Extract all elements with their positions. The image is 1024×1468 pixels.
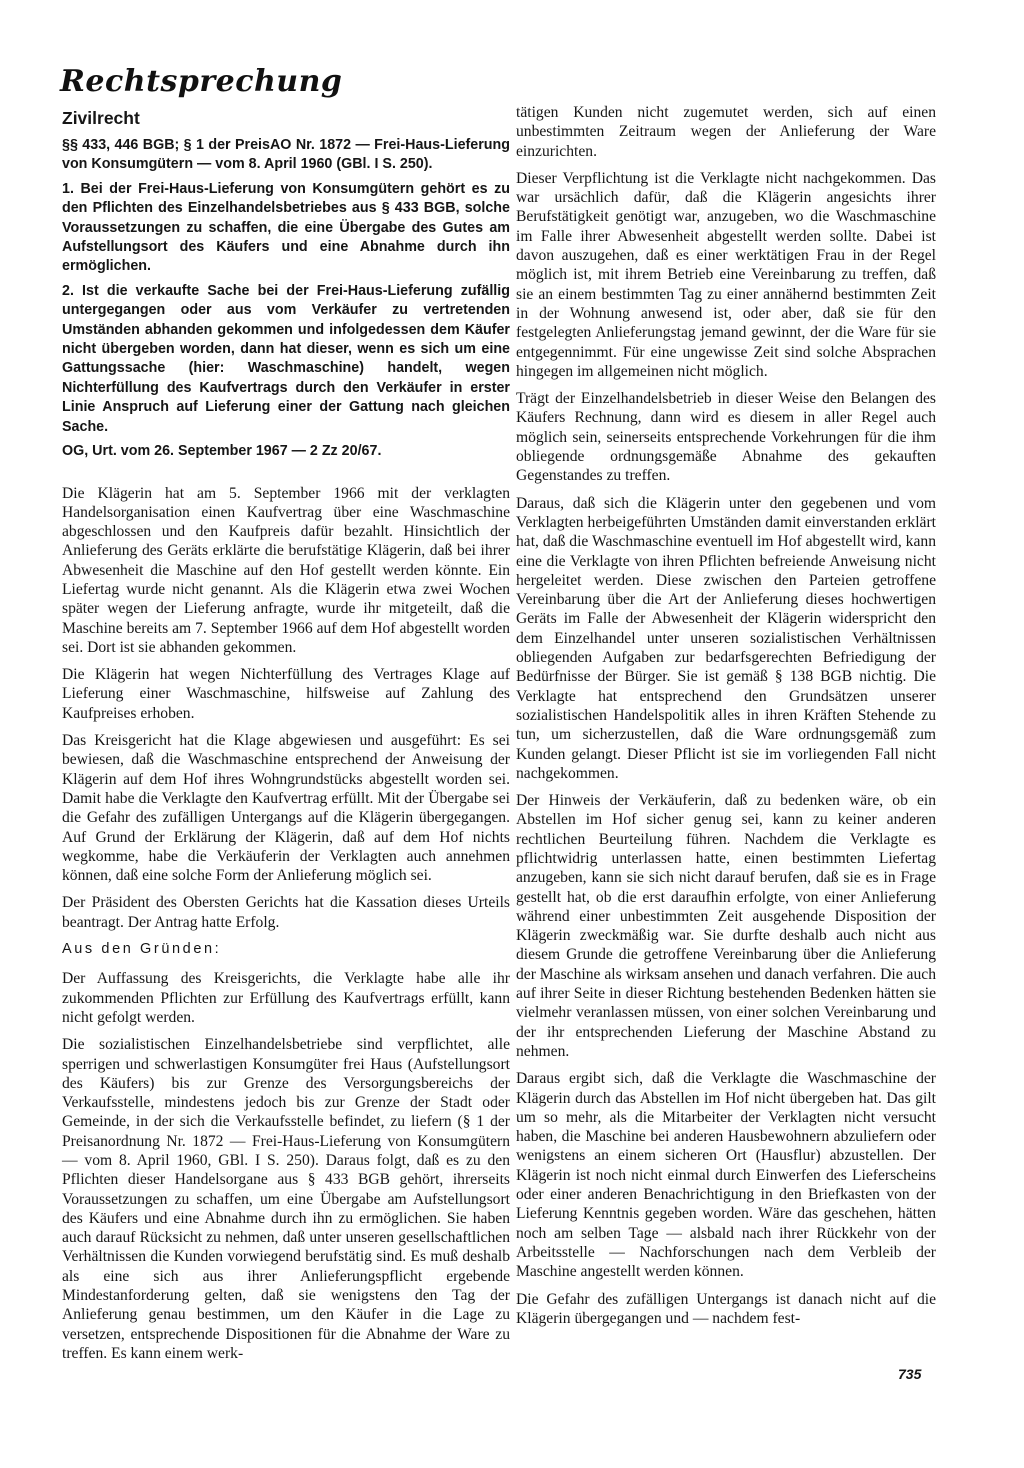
- section-title: Rechtsprechung: [60, 64, 343, 99]
- paragraph: Daraus ergibt sich, daß die Verklagte die Waschmaschine der Klägerin durch das Abstellen im Hof nicht übergeben hat. Das gilt um so mehr, als die Mitarbeiter der Verklagten nicht versucht haben, die Maschine bei anderen Hausbewohnern abzuliefern oder wenigstens an einem sicheren Ort (Hausflur) abzustellen. Der Klägerin ist noch nicht einmal durch Einwerfen des Lieferscheins oder einer anderen Benachrichtigung in den Briefkasten von der Lieferung Kenntnis gegeben worden. Wäre das geschehen, hätten noch am selben Tage — alsbald nach ihrer Rückkehr von der Arbeitsstelle — Nachforschungen nach dem Verbleib der Maschine angestellt werden können.: [516, 1070, 936, 1281]
- headnote-1: 1. Bei der Frei-Haus-Lieferung von Konsumgütern gehört es zu den Pflichten des Einzelhandelsbetriebes aus § 433 BGB, solche Voraussetzungen zu schaffen, die eine Übergabe des Gutes am Aufstellungsort des Käufers und eine Abnahme durch ihn ermöglichen.: [62, 180, 510, 275]
- statute-reference: §§ 433, 446 BGB; § 1 der PreisAO Nr. 1872 — Frei-Haus-Lieferung von Konsumgütern — vom 8. April 1960 (GBl. I S. 250).: [62, 137, 510, 173]
- paragraph: Die Klägerin hat wegen Nichterfüllung des Vertrages Klage auf Lieferung einer Waschmaschine, hilfsweise auf Zahlung des Kaufpreises erhoben.: [62, 666, 510, 722]
- paragraph: Das Kreisgericht hat die Klage abgewiesen und ausgeführt: Es sei bewiesen, daß die Waschmaschine entsprechend der Anweisung der Klägerin auf dem Hof ihres Wohngrundstücks abgestellt worden sei. Damit habe die Verklagte den Kaufvertrag erfüllt. Mit der Übergabe sei die Gefahr des zufälligen Untergangs auf die Klägerin übergegangen. Auf Grund der Erklärung der Klägerin, daß auf dem Hof nichts wegkomme, habe die Verkäuferin der Verklagten auch annehmen können, daß eine solche Form der Anlieferung möglich sei.: [62, 732, 510, 885]
- paragraph: Der Auffassung des Kreisgerichts, die Verklagte habe alle ihr zukommenden Pflichten zur Erfüllung des Kaufvertrags erfüllt, kann nicht gefolgt werden.: [62, 970, 510, 1026]
- ruling-citation: OG, Urt. vom 26. September 1967 — 2 Zz 20/67.: [62, 443, 382, 460]
- left-column: [62, 106, 510, 1371]
- subsection-heading: Zivilrecht: [62, 108, 140, 128]
- paragraph: Der Präsident des Obersten Gerichts hat die Kassation dieses Urteils beantragt. Der Antrag hatte Erfolg.: [62, 894, 510, 931]
- paragraph: Daraus, daß sich die Klägerin unter den gegebenen und vom Verklagten herbeigeführten Umständen damit einverstanden erklärt hat, daß die Waschmaschine eventuell im Hof abgestellt wird, kann eine die Verklagte von ihren Pflichten befreiende Anweisung nicht hergeleitet werden. Diese zwischen den Parteien getroffene Vereinbarung über die Art der Anlieferung dieses hochwertigen Geräts im Falle der Abwesenheit der Klägerin widerspricht den dem Einzelhandel unter unseren sozialistischen Verhältnissen obliegenden Aufgaben zur bedarfsgerechten Befriedigung der Bedürfnisse der Bürger. Sie ist gemäß § 138 BGB nichtig. Die Verklagte hat entsprechend den Grundsätzen unserer sozialistischen Handelspolitik alles in ihren Kräften Stehende zu tun, um sicherzustellen, daß die Ware ordnungsgemäß zum Kunden gelangt. Dieser Pflicht ist sie im vorliegenden Fall nicht nachgekommen.: [516, 494, 936, 782]
- paragraph: Der Hinweis der Verkäuferin, daß zu bedenken wäre, ob ein Abstellen im Hof sicher genug sei, kann zu keiner anderen rechtlichen Beurteilung führen. Nachdem die Verklagte es pflichtwidrig unterlassen hatte, einen bestimmten Liefertag anzugeben, kann sie sich nicht darauf berufen, daß sie es in Frage gestellt hat, ob die erst daraufhin erfolgte, von einer Anlieferung während einer unbestimmten Zeit ausgehende Disposition der Klägerin zweckmäßig war. Sie durfte deshalb auch nicht aus diesem Grunde die getroffene Vereinbarung über die Anlieferung der Maschine als wirksam ansehen und danach verfahren. Die auch auf ihrer Seite in dieser Richtung bestehenden Bedenken hätten sie vielmehr veranlassen müssen, von einer solchen Vereinbarung und der ihr entsprechenden Lieferung der Maschine Abstand zu nehmen.: [516, 792, 936, 1060]
- paragraph: Trägt der Einzelhandelsbetrieb in dieser Weise den Belangen des Käufers Rechnung, dann wird es diesem in aller Regel auch möglich sein, seinerseits entsprechende Vorkehrungen für die ihm obliegende ordnungsgemäße Abnahme des gekauften Gegenstandes zu treffen.: [516, 390, 936, 485]
- page-number: 735: [898, 1366, 922, 1382]
- grounds-heading: Aus den Gründen:: [62, 941, 222, 958]
- paragraph: Die Klägerin hat am 5. September 1966 mit der verklagten Handelsorganisation einen Kaufvertrag über eine Waschmaschine abgeschlossen und den Kaufpreis dafür bezahlt. Hinsichtlich der Anlieferung des Geräts erklärte die berufstätige Klägerin, daß bei ihrer Abwesenheit die Maschine auf den Hof gestellt werden könnte. Ein Liefertag wurde nicht genannt. Als die Klägerin etwa zwei Wochen später wegen der Lieferung anfragte, wurde ihr mitgeteilt, daß die Maschine bereits am 7. September 1966 auf dem Hof abgestellt worden sei. Dort ist sie abhanden gekommen.: [62, 484, 510, 656]
- paragraph: Die sozialistischen Einzelhandelsbetriebe sind verpflichtet, alle sperrigen und schwerlastigen Konsumgüter frei Haus (Aufstellungsort des Käufers) bis zur Grenze des Versorgungsbereichs der Verkaufsstelle, mindestens jedoch bis zur Grenze der Stadt oder Gemeinde, in der sich die Verkaufsstelle befindet, zu liefern (§ 1 der Preisanordnung Nr. 1872 — Frei-Haus-Lieferung von Konsumgütern — vom 8. April 1960, GBl. I S. 250). Daraus folgt, daß es zu den Pflichten dieser Handelsorgane aus § 433 BGB gehört, ihrerseits Voraussetzungen zu schaffen, um eine Übergabe am Aufstellungsort des Käufers und eine Abnahme durch ihn zu ermöglichen. Sie haben auch darauf Rücksicht zu nehmen, daß unter unseren gesellschaftlichen Verhältnissen die Kunden vorwiegend berufstätig sind. Es muß deshalb als eine sich aus ihrer Anlieferungspflicht ergebende Mindestanforderung gelten, daß sie wenigstens den Tag der Anlieferung genau bestimmen, um den Käufer in die Lage zu versetzen, entsprechende Dispositionen für die Abnahme der Ware zu treffen. Es kann einem werk-: [62, 1036, 510, 1362]
- headnote-2: 2. Ist die verkaufte Sache bei der Frei-Haus-Lieferung zufällig untergegangen oder aus vom Verkäufer zu vertretenden Umständen abhanden gekommen und infolgedessen dem Käufer nicht übergeben worden, dann hat dieser, wenn es sich um eine Gattungssache (hier: Waschmaschine) handelt, wegen Nichterfüllung des Kaufvertrags durch den Verkäufer in erster Linie Anspruch auf Lieferung einer der Gattung nach gleichen Sache.: [62, 282, 510, 435]
- paragraph: Die Gefahr des zufälligen Untergangs ist danach nicht auf die Klägerin übergegangen und — nachdem fest-: [516, 1290, 936, 1327]
- paragraph: Dieser Verpflichtung ist die Verklagte nicht nachgekommen. Das war ursächlich dafür, daß die Klägerin angesichts ihrer Berufstätigkeit genötigt war, anzugeben, wo die Waschmaschine im Falle ihrer Abwesenheit abgestellt werden sollte. Dabei ist davon auszugehen, daß es einer werktätigen Frau in der Regel möglich ist, mit ihrem Betrieb eine Vereinbarung zu treffen, daß sie an einem bestimmten Tag zu einer annähernd bestimmten Zeit in der Wohnung anwesend ist, oder aber, daß sie für den festgelegten Anlieferungstag jemand gewinnt, der die Ware für sie entgegennimmt. Für eine ungewisse Zeit sind solche Absprachen hingegen im allgemeinen nicht möglich.: [516, 169, 936, 380]
- right-column: [516, 103, 936, 1336]
- paragraph: tätigen Kunden nicht zugemutet werden, sich auf einen unbestimmten Zeitraum wegen der Anlieferung der Ware einzurichten.: [516, 104, 936, 160]
